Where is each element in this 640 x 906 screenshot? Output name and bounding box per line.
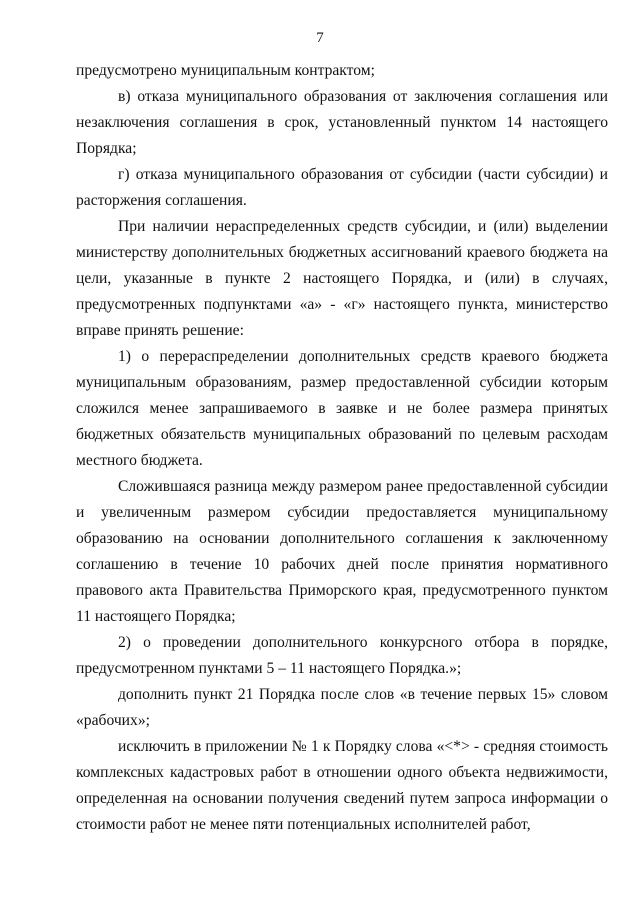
paragraph-undistributed-funds: При наличии нераспределенных средств субсидии, и (или) выделении министерству дополнительных бюджетных ассигнований краевого бюджета на цели, указанные в пункте 2 настоящего Порядка, и (или) в случаях, предусмотренных подпунктами «а» - «г» настоящего пункта, министерство вправе принять решение:: [76, 218, 608, 339]
paragraph-item-g: г) отказа муниципального образования от субсидии (части субсидии) и расторжения соглашения.: [76, 166, 608, 209]
paragraph-item-2: 2) о проведении дополнительного конкурсного отбора в порядке, предусмотренном пунктами 5 – 11 настоящего Порядка.»;: [76, 634, 608, 677]
paragraph-exclude-appendix: исключить в приложении № 1 к Порядку слова «<*> - средняя стоимость комплексных кадастровых работ в отношении одного объекта недвижимости, определенная на основании получения сведений путем запроса информации о стоимости работ не менее пяти потенциальных исполнителей работ,: [76, 738, 608, 833]
paragraph-subsidy-difference: Сложившаяся разница между размером ранее предоставленной субсидии и увеличенным размером субсидии предоставляется муниципальному образованию на основании дополнительного соглашения к заключенному соглашению в течение 10 рабочих дней после принятия нормативного правового акта Правительства Приморского края, предусмотренного пунктом 11 настоящего Порядка;: [76, 478, 608, 625]
page-number: 7: [316, 30, 324, 46]
paragraph-continuation: предусмотрено муниципальным контрактом;: [76, 62, 375, 79]
paragraph-amend-point-21: дополнить пункт 21 Порядка после слов «в течение первых 15» словом «рабочих»;: [76, 686, 608, 729]
document-body: [76, 58, 608, 838]
paragraph-item-v: в) отказа муниципального образования от заключения соглашения или незаключения соглашения в срок, установленный пунктом 14 настоящего Порядка;: [76, 88, 608, 157]
paragraph-item-1: 1) о перераспределении дополнительных средств краевого бюджета муниципальным образованиям, размер предоставленной субсидии которым сложился менее запрашиваемого в заявке и не более размера принятых бюджетных обязательств муниципальных образований по целевым расходам местного бюджета.: [76, 348, 608, 469]
